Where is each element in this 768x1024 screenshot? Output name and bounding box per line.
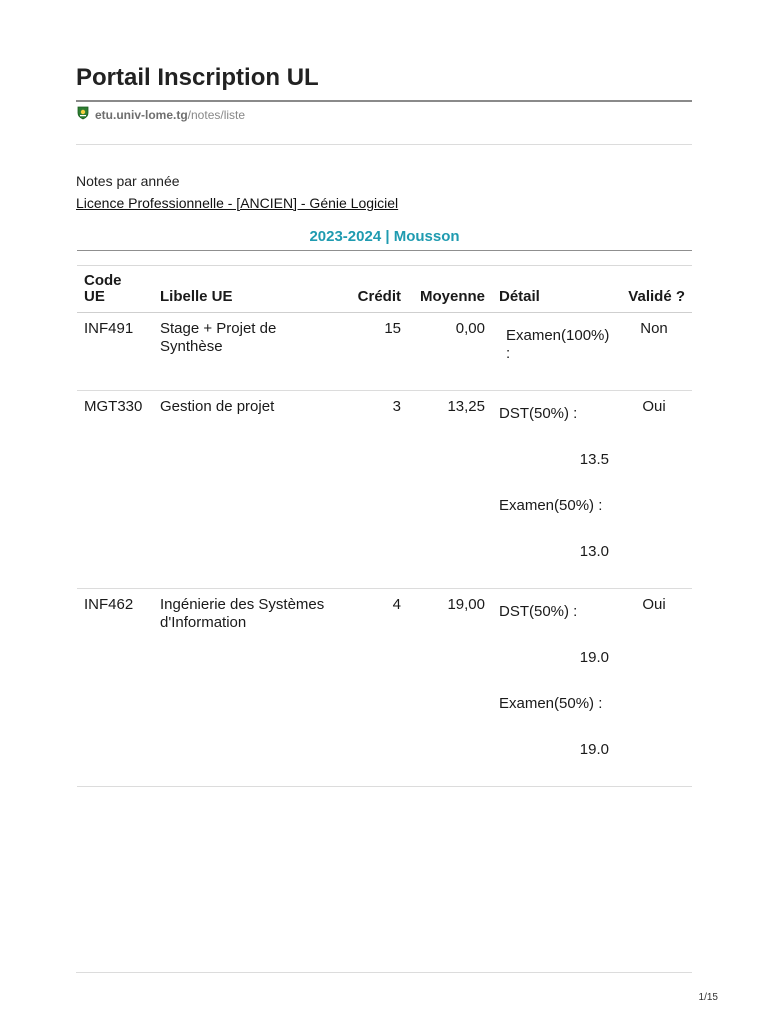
- cell-valide: Oui: [616, 391, 692, 589]
- column-header-code: Code UE: [77, 266, 153, 313]
- url-host: etu.univ-lome.tg: [95, 107, 188, 122]
- cell-credit: 4: [346, 589, 408, 787]
- detail-label: DST(50%) :: [499, 603, 578, 620]
- table-header-row: [77, 266, 692, 313]
- table-row: [77, 313, 692, 391]
- detail-value: 13.0: [579, 543, 609, 560]
- university-crest-icon: [76, 106, 90, 123]
- cell-detail: [492, 313, 616, 391]
- cell-credit: 3: [346, 391, 408, 589]
- column-header-moyenne: Moyenne: [408, 266, 492, 313]
- title-divider: [76, 100, 692, 102]
- column-header-detail: Détail: [492, 266, 616, 313]
- url-divider: [76, 144, 692, 145]
- cell-code: INF491: [77, 313, 153, 391]
- cell-valide: Oui: [616, 589, 692, 787]
- cell-detail: [492, 589, 616, 787]
- cell-moyenne: 13,25: [408, 391, 492, 589]
- cell-libelle: Ingénierie des Systèmes d'Information: [153, 589, 346, 787]
- detail-value: 19.0: [579, 649, 609, 666]
- url-path: /notes/liste: [187, 107, 246, 122]
- cell-libelle: Gestion de projet: [153, 391, 346, 589]
- column-header-credit: Crédit: [346, 266, 408, 313]
- table-row: [77, 391, 692, 589]
- column-header-valide: Validé ?: [616, 266, 692, 313]
- cell-moyenne: 19,00: [408, 589, 492, 787]
- session-title: 2023-2024 | Mousson: [309, 228, 460, 245]
- column-header-libelle: Libelle UE: [153, 266, 346, 313]
- detail-label: Examen(50%) :: [499, 695, 603, 712]
- detail-value: 13.5: [579, 451, 609, 468]
- program-link[interactable]: Licence Professionnelle - [ANCIEN] - Génie Logiciel: [76, 195, 399, 211]
- detail-label: Examen(50%) :: [499, 497, 603, 514]
- cell-code: INF462: [77, 589, 153, 787]
- notes-section-label: Notes par année: [76, 173, 180, 189]
- page-number: 1/15: [698, 992, 718, 1003]
- detail-label: DST(50%) :: [499, 405, 578, 422]
- page-title: Portail Inscription UL: [76, 64, 319, 91]
- cell-valide: Non: [616, 313, 692, 391]
- cell-credit: 15: [346, 313, 408, 391]
- cell-moyenne: 0,00: [408, 313, 492, 391]
- source-url[interactable]: [76, 106, 245, 123]
- grades-table: [77, 265, 692, 787]
- footer-divider: [76, 972, 692, 973]
- cell-detail: [492, 391, 616, 589]
- detail-value: 19.0: [579, 741, 609, 758]
- session-divider: [77, 250, 692, 251]
- detail-label: Examen(100%) :: [506, 327, 610, 362]
- cell-code: MGT330: [77, 391, 153, 589]
- table-row: [77, 589, 692, 787]
- cell-libelle: Stage + Projet de Synthèse: [153, 313, 346, 391]
